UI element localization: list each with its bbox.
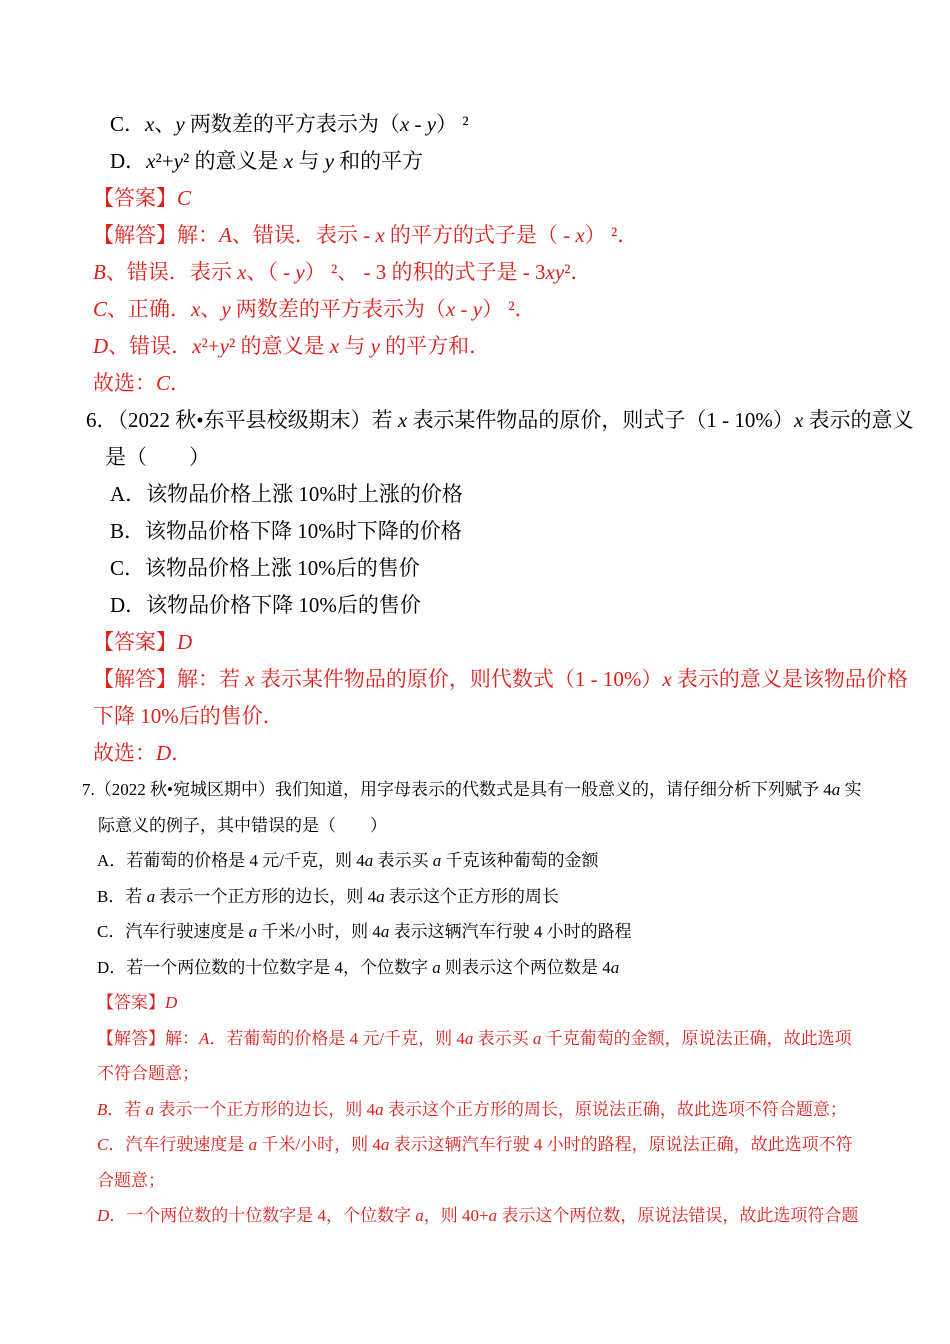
- text-segment: C．汽车行驶速度是: [97, 922, 249, 941]
- text-segment: 千克葡萄的金额，原说法正确，故此选项: [541, 1028, 852, 1048]
- text-segment: ．: [170, 371, 192, 395]
- text-segment: ² 的意义是: [228, 334, 330, 358]
- math-variable: y: [370, 334, 380, 358]
- answer-cont-line: [0, 1056, 950, 1092]
- text-segment: 表示这个两位数，原说法错误，故此选项符合题: [497, 1206, 859, 1225]
- answer-line: [0, 1198, 950, 1234]
- math-variable: D: [177, 630, 193, 654]
- option-line: [0, 476, 950, 513]
- math-variable: C: [97, 1135, 109, 1154]
- math-variable: x: [575, 223, 585, 247]
- math-variable: x: [399, 112, 410, 136]
- text-segment: ） ²．: [584, 223, 639, 247]
- text-segment: 表示这个正方形的周长，原说法正确，故此选项不符合题意；: [383, 1099, 847, 1119]
- text-segment: ） ²、 - 3 的积的式子是 - 3: [304, 260, 546, 284]
- math-variable: B: [97, 1099, 108, 1119]
- text-segment: B．该物品价格下降 10%时下降的价格: [110, 519, 462, 543]
- text-segment: 6．（2022 秋•东平县校级期末）若: [86, 408, 398, 432]
- math-variable: a: [610, 957, 620, 977]
- math-variable: a: [364, 851, 374, 870]
- option-line: [0, 513, 950, 550]
- text-segment: 的平方和．: [379, 334, 491, 358]
- answer-line: [0, 180, 950, 217]
- text-segment: ．若: [107, 1099, 146, 1119]
- math-variable: x: [192, 334, 202, 358]
- option-line: [0, 143, 950, 180]
- text-segment: 【答案】: [97, 993, 165, 1012]
- text-segment: 7.（2022 秋•宛城区期中）我们知道，用字母表示的代数式是具有一般意义的，请仔细分析下列赋予 4: [82, 780, 832, 799]
- answer-line: [0, 1092, 950, 1128]
- text-segment: D．: [110, 149, 147, 173]
- text-segment: B．若: [97, 886, 147, 906]
- text-segment: 故选：: [93, 741, 156, 765]
- text-segment: D．该物品价格下降 10%后的售价: [110, 593, 421, 617]
- text-segment: 、: [200, 297, 222, 321]
- text-segment: 千米/小时，则 4: [257, 1135, 381, 1154]
- text-segment: 表示的意义是该物品价格: [671, 667, 908, 691]
- text-segment: A．该物品价格上涨 10%时上涨的价格: [110, 482, 463, 506]
- math-variable: a: [380, 1135, 390, 1154]
- text-segment: 不符合题意；: [97, 1064, 199, 1083]
- math-variable: a: [432, 851, 442, 870]
- math-variable: y: [324, 149, 334, 173]
- math-variable: x: [237, 260, 247, 284]
- text-segment: 是（ ）: [105, 445, 210, 469]
- text-segment: 、错误．表示: [105, 260, 238, 284]
- math-variable: x: [245, 667, 255, 691]
- text-segment: 【解答】解：若: [93, 667, 246, 691]
- text-segment: 表示的意义: [803, 408, 914, 432]
- answer-line: [0, 735, 950, 772]
- math-variable: x: [445, 297, 456, 321]
- text-segment: 、错误．表示 -: [231, 223, 376, 247]
- text-segment: ．一个两位数的十位数字是 4，个位数字: [109, 1206, 416, 1225]
- question-cont-line: [0, 439, 950, 476]
- text-segment: -: [455, 297, 473, 321]
- math-variable: y: [472, 297, 483, 321]
- text-segment: 、（ -: [246, 260, 296, 284]
- math-variable: A: [199, 1028, 210, 1048]
- text-segment: 、正确．: [107, 297, 192, 321]
- text-segment: 两数差的平方表示为（: [230, 297, 446, 321]
- answer-line: [0, 365, 950, 402]
- math-variable: a: [464, 1028, 474, 1048]
- text-segment: -: [409, 112, 427, 136]
- text-segment: 两数差的平方表示为（: [184, 112, 400, 136]
- text-segment: 【答案】: [93, 186, 177, 210]
- text-segment: ²．: [564, 260, 592, 284]
- text-segment: 际意义的例子，其中错误的是（ ）: [98, 815, 387, 835]
- answer-line: [0, 1021, 950, 1057]
- text-segment: ．汽车行驶速度是: [108, 1135, 249, 1154]
- text-segment: ²+: [155, 149, 174, 173]
- text-segment: 【解答】解：: [93, 223, 219, 247]
- text-segment: ．若葡萄的价格是 4 元/千克，则 4: [209, 1028, 465, 1048]
- math-variable: x: [146, 149, 156, 173]
- math-variable: a: [488, 1206, 498, 1225]
- math-variable: x: [329, 334, 340, 358]
- text-segment: 、: [154, 112, 176, 136]
- question-line: [0, 772, 950, 808]
- text-segment: 表示这辆汽车行驶 4 小时的路程: [389, 922, 632, 941]
- math-variable: x: [662, 667, 672, 691]
- text-segment: 和的平方: [333, 149, 424, 173]
- text-segment: 下降 10%后的售价．: [93, 704, 284, 728]
- math-variable: a: [146, 886, 156, 906]
- math-variable: B: [93, 260, 106, 284]
- answer-line: [0, 328, 950, 365]
- math-variable: D: [93, 334, 109, 358]
- option-line: [0, 587, 950, 624]
- math-variable: y: [221, 297, 231, 321]
- math-variable: x: [191, 297, 201, 321]
- text-segment: C．该物品价格上涨 10%后的售价: [110, 556, 420, 580]
- text-segment: 千米/小时，则 4: [257, 922, 381, 941]
- answer-line: [0, 661, 950, 698]
- text-segment: 表示一个正方形的边长，则 4: [154, 1099, 376, 1119]
- math-variable: y: [295, 260, 305, 284]
- option-line: [0, 950, 950, 986]
- text-segment: ，则 40+: [423, 1206, 489, 1225]
- text-segment: 故选：: [93, 371, 156, 395]
- math-variable: A: [219, 223, 232, 247]
- text-segment: 表示买: [373, 851, 433, 870]
- text-segment: ²+: [201, 334, 220, 358]
- answer-cont-line: [0, 1163, 950, 1199]
- math-variable: a: [375, 1099, 384, 1119]
- math-variable: D: [156, 741, 172, 765]
- math-variable: C: [156, 371, 171, 395]
- math-variable: a: [432, 957, 441, 977]
- math-variable: y: [219, 334, 229, 358]
- math-variable: D: [165, 993, 178, 1012]
- text-segment: 表示一个正方形的边长，则 4: [155, 886, 377, 906]
- text-segment: 表示买: [473, 1028, 533, 1048]
- math-variable: y: [175, 112, 185, 136]
- math-variable: a: [380, 922, 390, 941]
- text-segment: A．若葡萄的价格是 4 元/千克，则 4: [97, 851, 365, 870]
- text-segment: 、错误．: [108, 334, 193, 358]
- text-segment: D．若一个两位数的十位数字是 4，个位数字: [97, 957, 433, 977]
- math-variable: a: [145, 1099, 155, 1119]
- answer-line: [0, 985, 950, 1021]
- math-variable: xy: [545, 260, 565, 284]
- math-variable: D: [97, 1206, 110, 1225]
- text-segment: ² 的意义是: [182, 149, 284, 173]
- math-variable: x: [283, 149, 294, 173]
- option-line: [0, 914, 950, 950]
- option-line: [0, 106, 950, 143]
- text-segment: 与: [293, 149, 325, 173]
- math-variable: x: [397, 408, 408, 432]
- math-variable: a: [248, 1135, 258, 1154]
- math-variable: x: [375, 223, 385, 247]
- math-variable: a: [248, 922, 258, 941]
- math-variable: x: [793, 408, 804, 432]
- text-segment: 【解答】解：: [97, 1028, 199, 1048]
- math-variable: y: [426, 112, 437, 136]
- math-variable: C: [177, 186, 192, 210]
- text-segment: 表示这辆汽车行驶 4 小时的路程，原说法正确，故此选项不符: [389, 1135, 853, 1154]
- option-line: [0, 550, 950, 587]
- question-line: [0, 402, 950, 439]
- math-variable: a: [415, 1206, 424, 1225]
- math-variable: a: [376, 886, 385, 906]
- option-line: [0, 879, 950, 915]
- text-segment: 【答案】: [93, 630, 177, 654]
- math-variable: a: [831, 780, 841, 799]
- text-segment: 表示某件物品的原价，则式子（1 - 10%）: [407, 408, 794, 432]
- answer-line: [0, 624, 950, 661]
- answer-line: [0, 1127, 950, 1163]
- text-segment: ．: [171, 741, 193, 765]
- text-segment: ） ²．: [482, 297, 536, 321]
- math-variable: a: [532, 1028, 542, 1048]
- text-segment: 表示这个正方形的周长: [384, 886, 559, 906]
- text-segment: 合题意；: [97, 1170, 165, 1190]
- option-line: [0, 843, 950, 879]
- math-variable: x: [145, 112, 155, 136]
- answer-line: [0, 217, 950, 254]
- math-variable: C: [93, 297, 108, 321]
- question-cont-line: [0, 808, 950, 844]
- text-segment: 则表示这个两位数是 4: [440, 957, 611, 977]
- text-segment: 千克该种葡萄的金额: [441, 851, 599, 870]
- answer-line: [0, 291, 950, 328]
- answer-line: [0, 254, 950, 291]
- text-segment: 表示某件物品的原价，则代数式（1 - 10%）: [254, 667, 663, 691]
- text-segment: 实: [840, 780, 862, 799]
- text-segment: C．: [110, 112, 146, 136]
- text-segment: 与: [339, 334, 371, 358]
- text-segment: ） ²: [436, 112, 469, 136]
- math-variable: y: [173, 149, 183, 173]
- answer-cont-line: [0, 698, 950, 735]
- text-segment: 的平方的式子是（ -: [384, 223, 576, 247]
